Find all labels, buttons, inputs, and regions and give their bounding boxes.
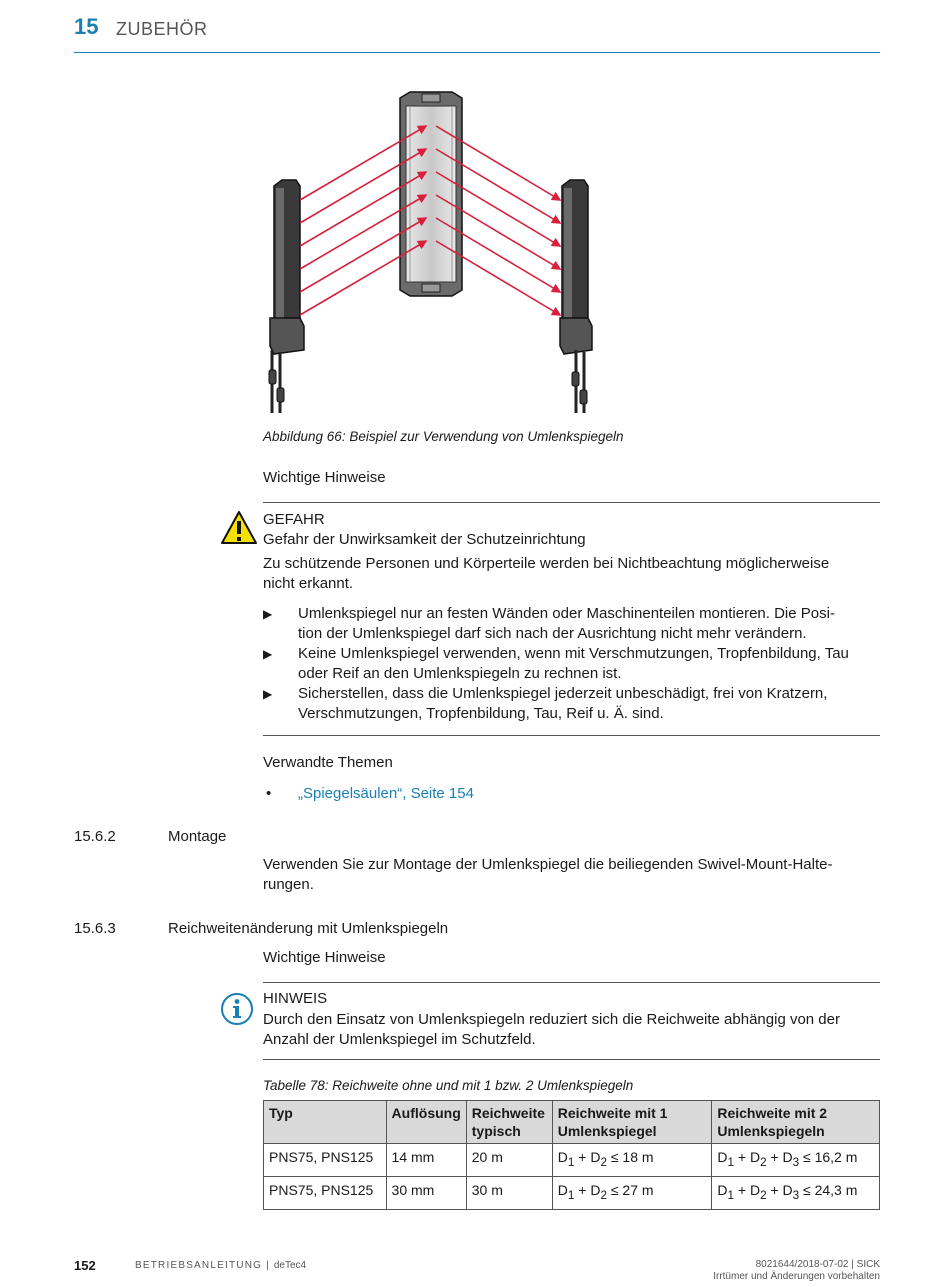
column-header-reichweite-1: Reichweite mit 1 Umlenkspiegel: [552, 1101, 712, 1144]
range-table: [263, 1100, 880, 1210]
danger-label: GEFAHR: [263, 511, 325, 528]
section-title-montage: Montage: [168, 828, 227, 845]
section-title-range: Reichweitenänderung mit Umlenkspiegeln: [168, 920, 449, 937]
bullet-triangle-icon: ▶: [263, 607, 273, 621]
cell-typ: PNS75, PNS125: [264, 1176, 387, 1209]
important-notes-heading-2: Wichtige Hinweise: [263, 949, 386, 966]
cell-reichweite-1: $D_1 + D_2 \le 18$ m: [552, 1144, 712, 1177]
important-notes-heading: Wichtige Hinweise: [263, 469, 386, 486]
info-icon: [220, 992, 254, 1026]
table-row: [264, 1144, 880, 1177]
cell-typ: PNS75, PNS125: [264, 1144, 387, 1177]
montage-text: Verwenden Sie zur Montage der Umlenkspiegel die beiliegenden Swivel-Mount-Halte- rungen.: [263, 856, 833, 893]
deflection-mirror-figure: [260, 88, 600, 420]
warning-icon: [220, 510, 258, 546]
cell-aufloesung: 14 mm: [386, 1144, 466, 1177]
column-header-reichweite: Reichweite typisch: [466, 1101, 552, 1144]
notes-top-rule: [263, 502, 880, 503]
notice-bottom-rule: [263, 1059, 880, 1060]
section-number-1563: 15.6.3: [74, 920, 116, 937]
figure-caption: Abbildung 66: Beispiel zur Verwendung von Umlenkspiegeln: [263, 429, 624, 444]
list-item: ▶ Keine Umlenkspiegel verwenden, wenn mit Verschmutzungen, Tropfenbildung, Tau oder Reif an den Umlenkspiegeln zu rechnen ist.: [263, 645, 849, 682]
list-item: ▶ Sicherstellen, dass die Umlenkspiegel jederzeit unbeschädigt, frei von Kratzern, Verschmutzungen, Tropfenbildung, Tau, Reif u. Ä. sind.: [263, 685, 828, 722]
header-divider: [74, 52, 880, 53]
column-header-aufloesung: Auflösung: [386, 1101, 466, 1144]
chapter-title: ZUBEHÖR: [116, 19, 208, 39]
bullet-triangle-icon: ▶: [263, 687, 273, 701]
list-item: ▶ Umlenkspiegel nur an festen Wänden oder Maschinenteilen montieren. Die Posi- tion der Umlenkspiegel darf sich nach der Ausrichtung nicht mehr verändern.: [263, 605, 835, 642]
cell-reichweite-1: $D_1 + D_2 \le 27$ m: [552, 1176, 712, 1209]
column-header-reichweite-2: Reichweite mit 2 Umlenkspiegeln: [712, 1101, 880, 1144]
page-number: 152: [74, 1258, 96, 1273]
danger-text: Zu schützende Personen und Körperteile werden bei Nichtbeachtung möglicherweise nicht erkannt.: [263, 555, 830, 592]
column-header-typ: Typ: [264, 1101, 387, 1144]
cell-reichweite: 20 m: [466, 1144, 552, 1177]
danger-bullet-list: [263, 604, 880, 724]
notice-label: HINWEIS: [263, 990, 328, 1007]
related-topics-heading: Verwandte Themen: [263, 754, 393, 771]
chapter-number: 15: [74, 14, 99, 39]
receiver-column: [560, 180, 592, 413]
footer-disclaimer: Irrtümer und Änderungen vorbehalten: [713, 1271, 880, 1282]
link-spiegelsaeulen[interactable]: „Spiegelsäulen“, Seite 154: [298, 785, 474, 802]
cell-reichweite: 30 m: [466, 1176, 552, 1209]
danger-title: Gefahr der Unwirksamkeit der Schutzeinrichtung: [263, 531, 586, 548]
table-row: [264, 1176, 880, 1209]
table-caption: Tabelle 78: Reichweite ohne und mit 1 bzw. 2 Umlenkspiegeln: [263, 1078, 634, 1093]
mirror-column: [400, 92, 462, 296]
section-number-1562: 15.6.2: [74, 828, 116, 845]
footer-doc-id: 8021644/2018-07-02 | SICK: [755, 1259, 880, 1270]
cell-reichweite-2: $D_1 + D_2 + D_3 \le 16,2$ m: [712, 1144, 880, 1177]
cell-aufloesung: 30 mm: [386, 1176, 466, 1209]
notice-top-rule: [263, 982, 880, 983]
cell-reichweite-2: $D_1 + D_2 + D_3 \le 24,3$ m: [712, 1176, 880, 1209]
notice-text: Durch den Einsatz von Umlenkspiegeln reduziert sich die Reichweite abhängig von der Anzahl der Umlenkspiegel im Schutzfeld.: [263, 1011, 840, 1048]
footer-doc-label: BETRIEBSANLEITUNG | deTec4: [135, 1260, 307, 1271]
notes-bottom-rule: [263, 735, 880, 736]
sender-column: [269, 180, 304, 413]
bullet-triangle-icon: ▶: [263, 647, 273, 661]
bullet-dot-icon: •: [266, 785, 272, 802]
table-header-row: [264, 1101, 880, 1144]
